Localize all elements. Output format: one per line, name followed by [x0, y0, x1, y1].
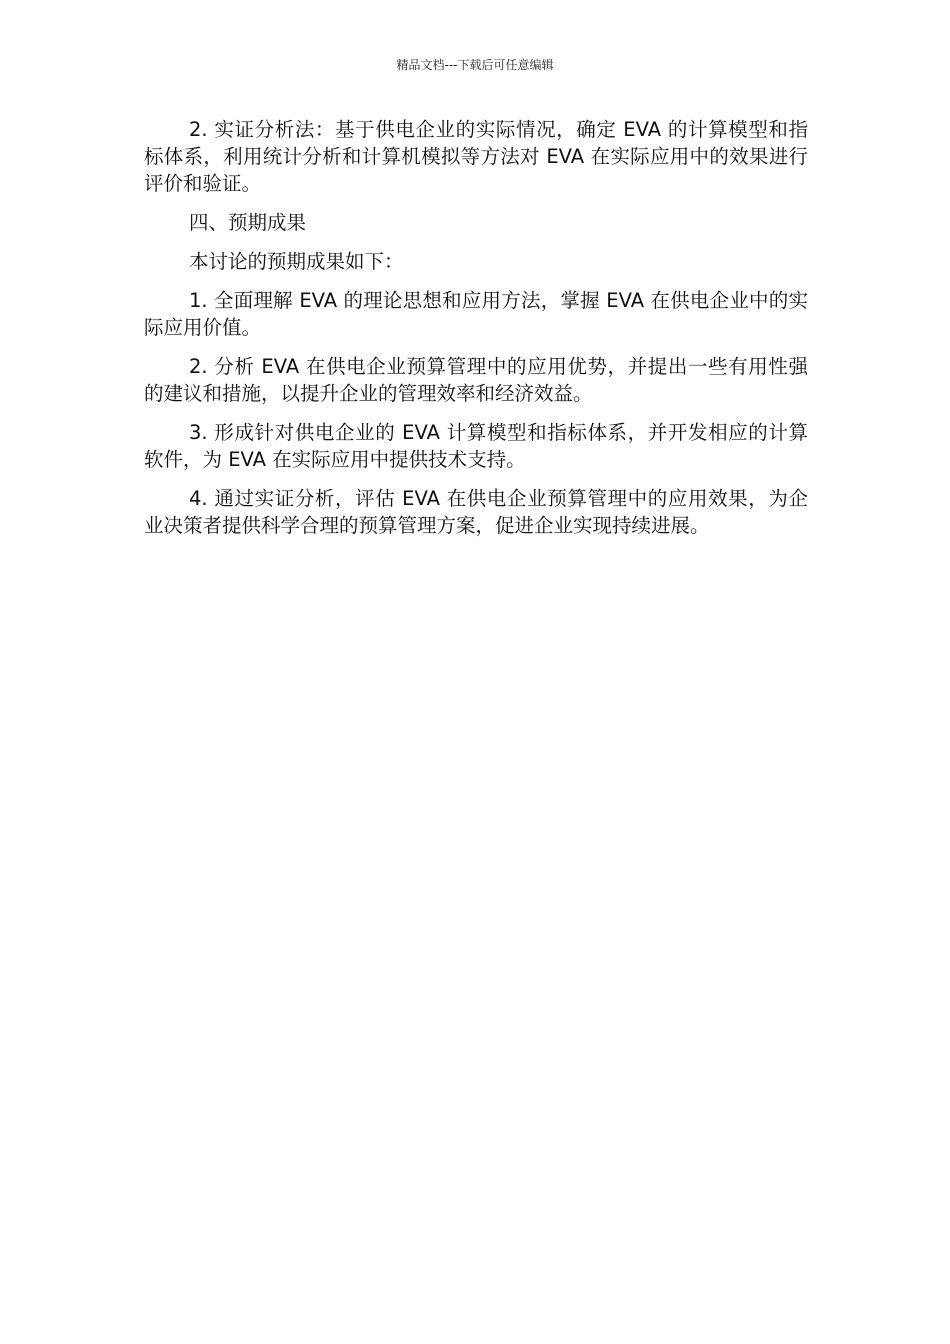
paragraph-intro: 本讨论的预期成果如下： [189, 250, 404, 273]
paragraph-result-3: 3. 形成针对供电企业的 EVA 计算模型和指标体系，并开发相应的计算软件，为 EVA 在实际应用中提供技术支持。 [144, 421, 808, 471]
paragraph-empirical-method: 2. 实证分析法：基于供电企业的实际情况，确定 EVA 的计算模型和指标体系，利用统计分析和计算机模拟等方法对 EVA 在实际应用中的效果进行评价和验证。 [144, 118, 808, 195]
paragraph-result-2: 2. 分析 EVA 在供电企业预算管理中的应用优势，并提出一些有用性强的建议和措施，以提升企业的管理效率和经济效益。 [144, 355, 808, 405]
page-header: 精品文档---下载后可任意编辑 [396, 58, 554, 72]
document-body [144, 116, 808, 551]
section-heading-expected-results: 四、预期成果 [189, 211, 307, 234]
paragraph-result-4: 4. 通过实证分析，评估 EVA 在供电企业预算管理中的应用效果，为企业决策者提供科学合理的预算管理方案，促进企业实现持续进展。 [144, 487, 808, 537]
paragraph-result-1: 1. 全面理解 EVA 的理论思想和应用方法，掌握 EVA 在供电企业中的实际应用价值。 [144, 289, 808, 339]
